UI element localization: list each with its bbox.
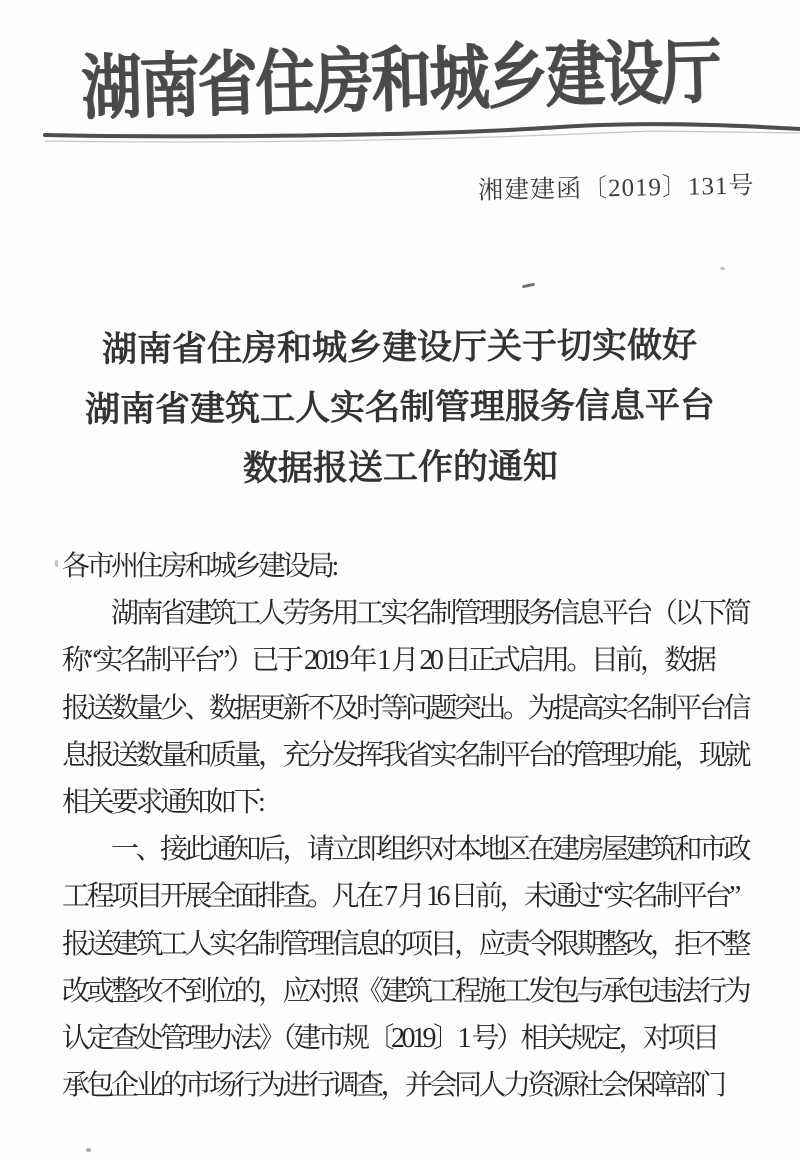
letterhead-rule [0,118,800,154]
title-line: 湖南省住房和城乡建设厅关于切实做好 [101,325,698,370]
body-line: 工程项目开展全面排查。凡在 7 月 16 日前，未通过“实名制平台” [62,881,738,913]
body-line: 称“实名制平台”）已于 2019 年 1 月 20 日正式启用。目前，数据 [62,645,714,677]
agency-letterhead: 湖南省住房和城乡建设厅 [80,33,721,129]
body-line: 报送数量少、数据更新不及时等问题突出。为提高实名制平台信 [62,692,749,724]
scan-artifact-speck [55,560,58,567]
body-line: 承包企业的市场行为进行调查，并会同人力资源社会保障部门 [62,1070,724,1102]
body-line: 相关要求通知如下: [62,787,263,819]
body-line: 报送建筑工人实名制管理信息的项目，应责令限期整改，拒不整 [62,928,749,960]
body-line: 一、接此通知后，请立即组织对本地区在建房屋建筑和市政 [111,834,749,866]
document-title [0,315,800,501]
body-line: 息报送数量和质量，充分发挥我省实名制平台的管理功能，现就 [62,739,749,771]
body-line: 认定查处管理办法》（建市规〔2019〕1 号）相关规定，对项目 [62,1023,717,1055]
salutation-line: 各市州住房和城乡建设局: [62,551,336,582]
scan-artifact-dash [522,283,535,289]
title-line: 湖南省建筑工人实名制管理服务信息平台 [84,385,716,430]
title-line: 数据报送工作的通知 [242,446,559,489]
scan-artifact-speck [720,267,725,270]
body-line: 湖南省建筑工人劳务用工实名制管理服务信息平台（以下简 [111,598,749,630]
scan-artifact-speck [86,1148,91,1152]
document-body [62,543,762,1109]
document-number: 湘建建函〔2019〕131号 [477,172,755,205]
body-line: 改或整改不到位的，应对照《建筑工程施工发包与承包违法行为 [62,975,749,1007]
